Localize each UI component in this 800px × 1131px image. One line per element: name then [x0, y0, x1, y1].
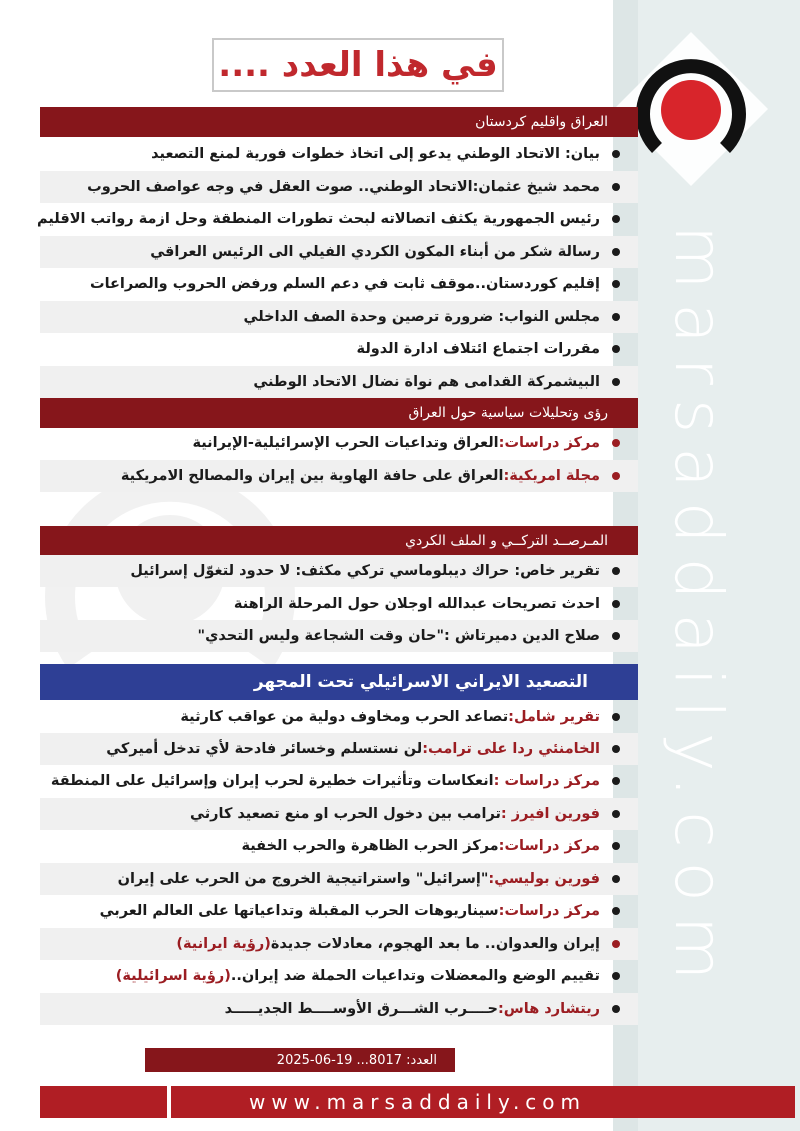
- list-item[interactable]: [37, 203, 638, 235]
- item-text: إقليم كوردستان..موقف ثابت في دعم السلم ورفض الحروب والصراعات: [90, 276, 600, 292]
- section-header-iran-israel: [40, 664, 638, 700]
- list-item[interactable]: [40, 863, 638, 895]
- bullet-icon: [612, 439, 620, 447]
- list-item[interactable]: [40, 960, 638, 992]
- list-item[interactable]: [40, 171, 638, 203]
- bullet-icon: [612, 810, 620, 818]
- footer-bar: [40, 1086, 795, 1118]
- list-item[interactable]: [40, 366, 638, 398]
- list-item[interactable]: [40, 620, 638, 652]
- bullet-icon: [612, 777, 620, 785]
- item-text: انعكاسات وتأثيرات خطيرة لحرب إيران وإسرائيل على المنطقة: [50, 773, 494, 789]
- item-text: لن نستسلم وخسائر فادحة لأي تدخل أميركي: [106, 741, 423, 757]
- bullet-icon: [612, 567, 620, 575]
- list-item[interactable]: [40, 928, 638, 960]
- issue-info: [145, 1048, 455, 1072]
- item-text: "إسرائيل" واستراتيجية الخروج من الحرب على إيران: [117, 871, 489, 887]
- bullet-icon: [612, 940, 620, 948]
- item-source: ريتشارد هاس:: [497, 1001, 600, 1017]
- bullet-icon: [612, 972, 620, 980]
- item-source: الخامنئي ردا على ترامب:: [422, 741, 600, 757]
- item-text: مركز الحرب الظاهرة والحرب الخفية: [241, 838, 499, 854]
- item-text: العراق على حافة الهاوية بين إيران والمصالح الامريكية: [120, 468, 504, 484]
- item-source: مركز دراسات :: [493, 773, 600, 789]
- item-text: سيناريوهات الحرب المقبلة وتداعياتها على العالم العربي: [99, 903, 499, 919]
- item-text: صلاح الدين دميرتاش :"حان وقت الشجاعة وليس التحدي": [197, 628, 600, 644]
- section-title: رؤى وتحليلات سياسية حول العراق: [408, 405, 608, 421]
- item-text: حــــرب الشـــرق الأوســــط الجديـــــد: [224, 1001, 498, 1017]
- section-header-turkey: [40, 526, 638, 556]
- bullet-icon: [612, 632, 620, 640]
- bullet-icon: [612, 215, 620, 223]
- item-text: إيران والعدوان.. ما بعد الهجوم، معادلات جديدة: [270, 936, 600, 952]
- footer-divider: [167, 1086, 171, 1118]
- list-item[interactable]: [40, 798, 638, 830]
- bullet-icon: [612, 1005, 620, 1013]
- bullet-icon: [612, 745, 620, 753]
- bullet-icon: [612, 842, 620, 850]
- item-text: مقررات اجتماع ائتلاف ادارة الدولة: [356, 341, 600, 357]
- item-source: تقرير شامل:: [508, 709, 600, 725]
- item-text: العراق وتداعيات الحرب الإسرائيلية-الإيرانية: [192, 435, 499, 451]
- list-item[interactable]: [40, 895, 638, 927]
- list-item[interactable]: [40, 460, 638, 492]
- bullet-icon: [612, 183, 620, 191]
- item-text: تصاعد الحرب ومخاوف دولية من عواقب كارثية: [180, 709, 509, 725]
- list-item[interactable]: [40, 701, 638, 733]
- bullet-icon: [612, 907, 620, 915]
- item-source: مركز دراسات:: [498, 435, 600, 451]
- section-title: التصعيد الايراني الاسرائيلي تحت المجهر: [253, 672, 588, 692]
- list-item[interactable]: [40, 555, 638, 587]
- item-text: بيان: الاتحاد الوطني يدعو إلى اتخاذ خطوات فورية لمنع التصعيد: [151, 146, 600, 162]
- item-text: رئيس الجمهورية يكثف اتصالاته لبحث تطورات المنطقة وحل ازمة رواتب الاقليم: [37, 211, 600, 227]
- item-suffix: (رؤية ايرانية): [176, 936, 271, 952]
- section-title: العراق واقليم كردستان: [475, 114, 608, 130]
- list-item[interactable]: [40, 427, 638, 459]
- item-source: مركز دراسات:: [498, 838, 600, 854]
- bullet-icon: [612, 280, 620, 288]
- list-item[interactable]: [40, 333, 638, 365]
- item-source: فورين افيرز :: [500, 806, 600, 822]
- item-text: ترامب بين دخول الحرب او منع تصعيد كارثي: [190, 806, 501, 822]
- item-text: مجلس النواب: ضرورة ترصين وحدة الصف الداخلي: [243, 309, 600, 325]
- list-item[interactable]: [40, 588, 638, 620]
- bullet-icon: [612, 248, 620, 256]
- bullet-icon: [612, 150, 620, 158]
- bullet-icon: [612, 713, 620, 721]
- item-text: رسالة شكر من أبناء المكون الكردي الفيلي الى الرئيس العراقي: [150, 244, 600, 260]
- item-source: فورين بوليسي:: [488, 871, 600, 887]
- page-title: في هذا العدد ....: [218, 45, 498, 85]
- list-item[interactable]: [40, 765, 638, 797]
- section-header-analysis: [40, 398, 638, 428]
- item-text: البيشمركة القدامى هم نواة نضال الاتحاد الوطني: [253, 374, 600, 390]
- item-text: احدث تصريحات عبدالله اوجلان حول المرحلة الراهنة: [233, 596, 600, 612]
- footer-url[interactable]: www.marsaddaily.com: [248, 1090, 587, 1114]
- header-box: [212, 38, 504, 92]
- item-suffix: (رؤية اسرائيلية): [115, 968, 231, 984]
- item-text: تقييم الوضع والمعضلات وتداعيات الحملة ضد إيران..: [230, 968, 600, 984]
- list-item[interactable]: [40, 138, 638, 170]
- list-item[interactable]: [40, 301, 638, 333]
- issue-label: العدد: 8017... 19-06-2025: [276, 1052, 437, 1068]
- list-item[interactable]: [40, 993, 638, 1025]
- list-item[interactable]: [40, 236, 638, 268]
- list-item[interactable]: [40, 268, 638, 300]
- section-header-iraq: [40, 107, 638, 137]
- bullet-icon: [612, 345, 620, 353]
- list-item[interactable]: [40, 733, 638, 765]
- item-source: مجلة امريكية:: [503, 468, 600, 484]
- bullet-icon: [612, 600, 620, 608]
- vertical-url: marsaddaily.com: [660, 225, 737, 995]
- list-item[interactable]: [40, 830, 638, 862]
- item-text: محمد شيخ عثمان:الاتحاد الوطني.. صوت العقل في وجه عواصف الحروب: [87, 179, 600, 195]
- bullet-icon: [612, 378, 620, 386]
- bullet-icon: [612, 472, 620, 480]
- section-title: المـرصــد التركــي و الملف الكردي: [405, 533, 608, 549]
- bullet-icon: [612, 313, 620, 321]
- item-source: مركز دراسات:: [498, 903, 600, 919]
- bullet-icon: [612, 875, 620, 883]
- item-text: تقرير خاص: حراك ديبلوماسي تركي مكثف: لا حدود لتغوّل إسرائيل: [130, 563, 600, 579]
